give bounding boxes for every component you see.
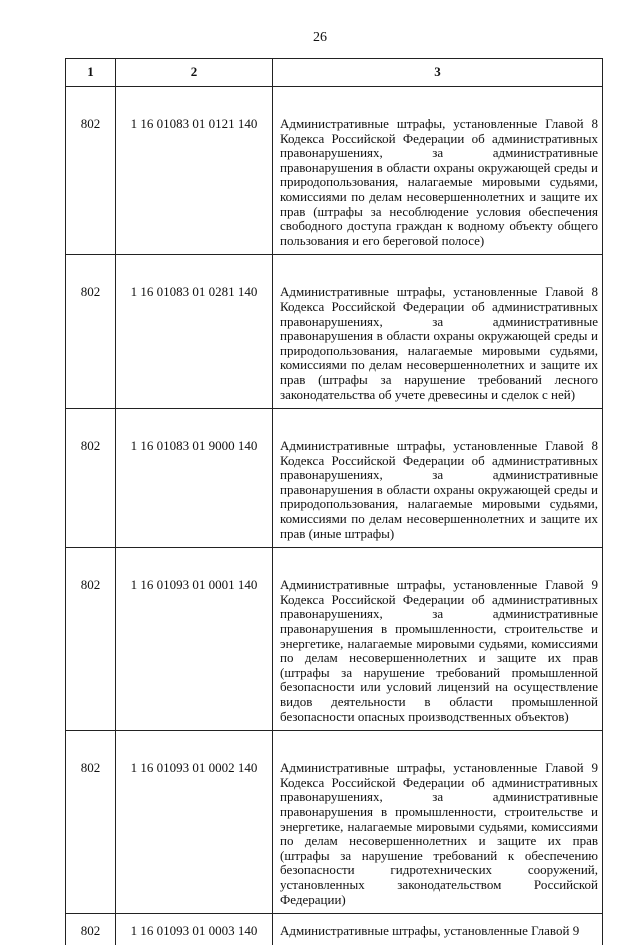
column-header: 1 [66,59,116,87]
description-cell: Административные штрафы, установленные Главой 9 [273,914,603,945]
kbk-code-cell: 1 16 01083 01 0281 140 [116,255,273,409]
description-cell: Административные штрафы, установленные Главой 8 Кодекса Российской Федерации об административных правонарушениях, за административные правонарушения в области охраны окружающей среды и природопользования, налагаемые мировыми судьями, комиссиями по делам несовершеннолетних и защите их прав (штрафы за нарушение требований лесного законодательства об учете древесины и сделок с ней) [273,255,603,409]
table-row [66,409,603,548]
admin-code-cell: 802 [66,409,116,548]
description-cell: Административные штрафы, установленные Главой 8 Кодекса Российской Федерации об административных правонарушениях, за административные правонарушения в области охраны окружающей среды и природопользования, налагаемые мировыми судьями, комиссиями по делам несовершеннолетних и защите их прав (иные штрафы) [273,409,603,548]
table-row [66,914,603,945]
admin-code-cell: 802 [66,255,116,409]
table-row [66,548,603,731]
description-cell: Административные штрафы, установленные Главой 9 Кодекса Российской Федерации об административных правонарушениях, за административные правонарушения в промышленности, строительстве и энергетике, налагаемые мировыми судьями, комиссиями по делам несовершеннолетних и защите их прав (штрафы за нарушение требований промышленной безопасности или условий лицензий на осуществление видов деятельности в области промышленной безопасности опасных производственных объектов) [273,548,603,731]
admin-code-cell: 802 [66,548,116,731]
description-cell: Административные штрафы, установленные Главой 9 Кодекса Российской Федерации об административных правонарушениях, за административные правонарушения в промышленности, строительстве и энергетике, налагаемые мировыми судьями, комиссиями по делам несовершеннолетних и защите их прав (штрафы за нарушение требований к обеспечению безопасности гидротехнических сооружений, установленных законодательством Российской Федерации) [273,731,603,914]
admin-code-cell: 802 [66,914,116,945]
admin-code-cell: 802 [66,87,116,255]
kbk-code-cell: 1 16 01093 01 0002 140 [116,731,273,914]
column-header: 3 [273,59,603,87]
page-number: 26 [313,30,327,45]
kbk-code-cell: 1 16 01093 01 0003 140 [116,914,273,945]
kbk-code-cell: 1 16 01083 01 9000 140 [116,409,273,548]
revenue-codes-table [65,58,603,945]
table-row [66,255,603,409]
kbk-code-cell: 1 16 01083 01 0121 140 [116,87,273,255]
table-row [66,731,603,914]
description-cell: Административные штрафы, установленные Главой 8 Кодекса Российской Федерации об административных правонарушениях, за административные правонарушения в области охраны окружающей среды и природопользования, налагаемые мировыми судьями, комиссиями по делам несовершеннолетних и защите их прав (штрафы за несоблюдение условия обеспечения свободного доступа граждан к водному объекту общего пользования и его береговой полосе) [273,87,603,255]
kbk-code-cell: 1 16 01093 01 0001 140 [116,548,273,731]
table-row [66,87,603,255]
column-header: 2 [116,59,273,87]
table-header-row [66,59,603,87]
admin-code-cell: 802 [66,731,116,914]
